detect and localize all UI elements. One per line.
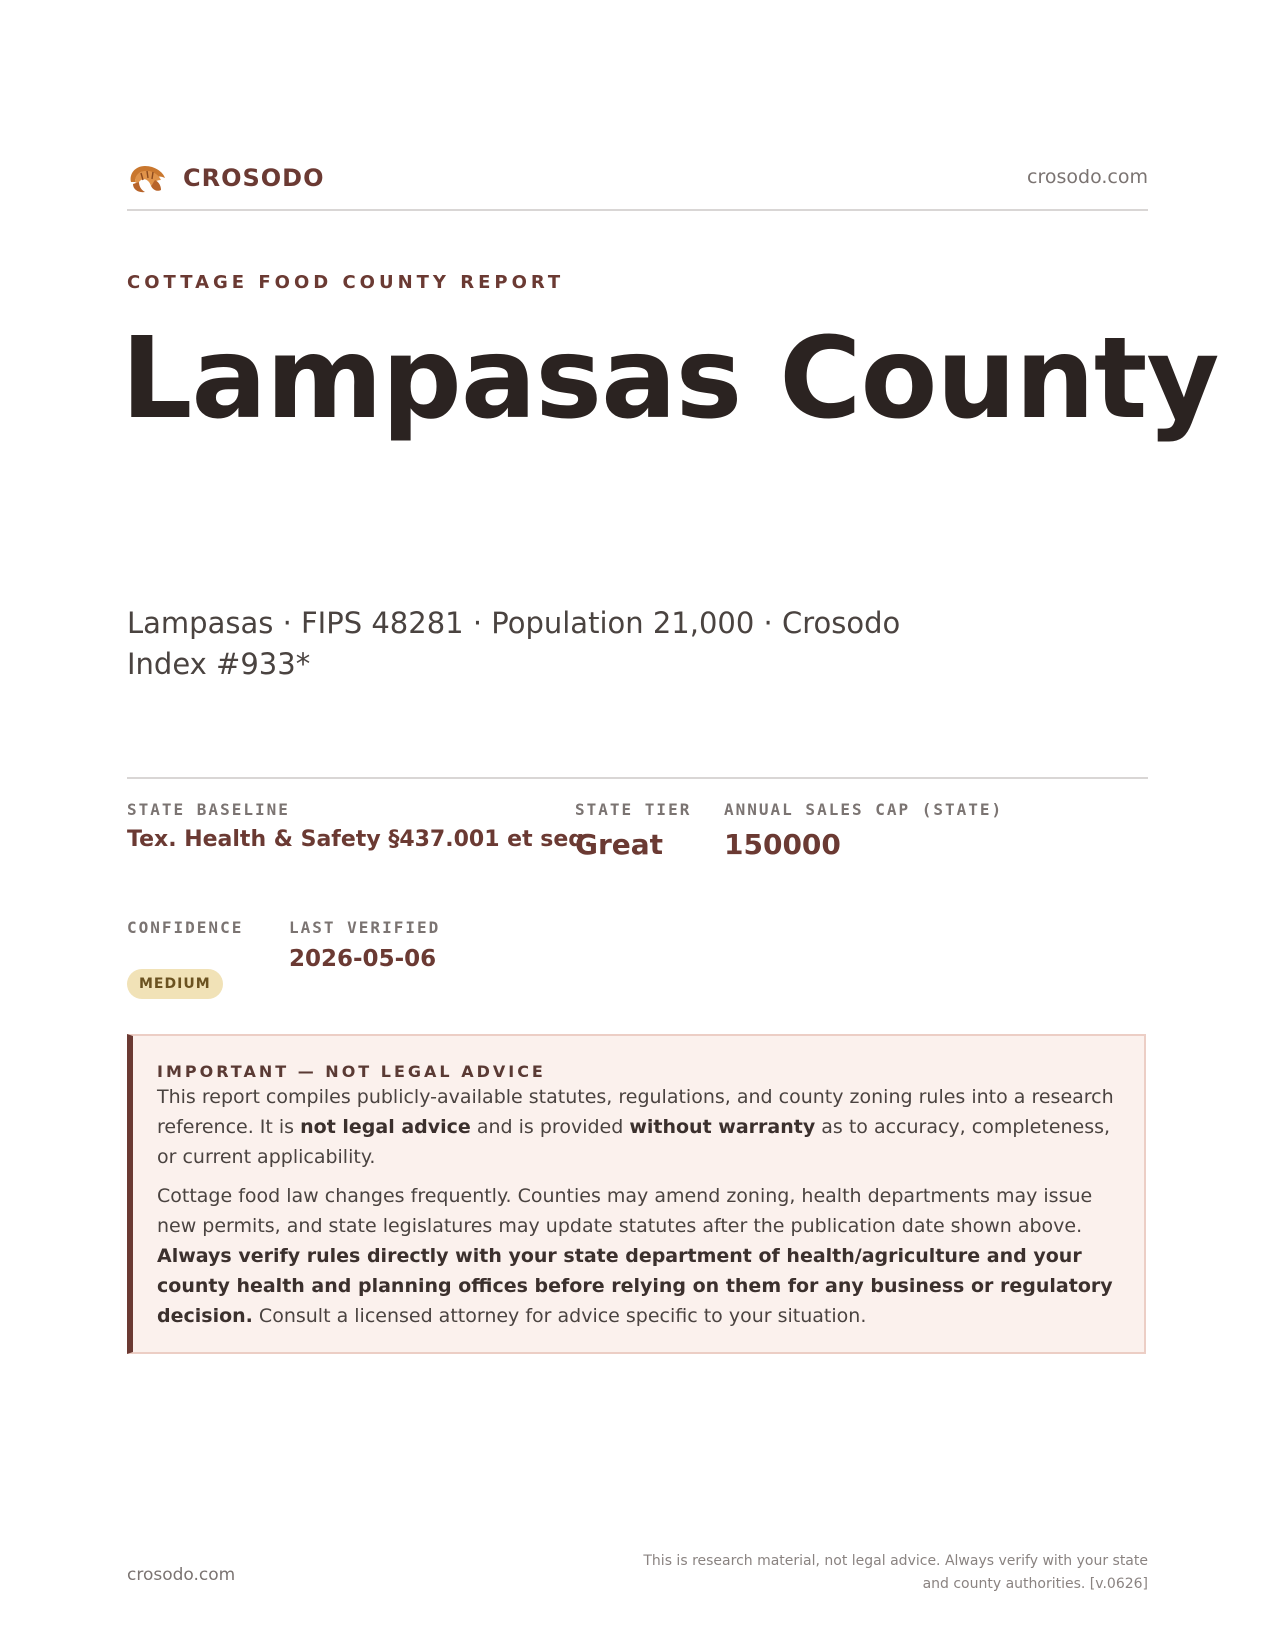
footer-site-link[interactable]: crosodo.com (127, 1565, 236, 1585)
brand-name: CROSODO (183, 164, 325, 192)
legal-notice-paragraph-1: This report compiles publicly-available statutes, regulations, and county zoning rules into a research reference. It is not legal advice and is provided without warranty as to accuracy, completeness, or current applicability. (157, 1086, 1114, 1168)
brand[interactable] (127, 160, 325, 196)
page-title: Lampasas County (121, 314, 1219, 444)
legal-notice-heading: IMPORTANT — NOT LEGAL ADVICE (157, 1062, 546, 1081)
legal-notice (127, 1034, 1146, 1354)
section-divider (127, 777, 1148, 779)
croissant-icon (127, 160, 167, 196)
page-header (127, 160, 1148, 200)
footer-disclaimer (588, 1550, 1148, 1596)
confidence-label: CONFIDENCE (127, 918, 244, 937)
last-verified-label: LAST VERIFIED (289, 918, 441, 937)
state-tier-value: Great (575, 828, 664, 861)
footer-disclaimer-line-2: and county authorities. [v.0626] (922, 1576, 1148, 1592)
last-verified-value: 2026-05-06 (289, 946, 437, 972)
site-link[interactable]: crosodo.com (1027, 166, 1148, 188)
report-page (121, 0, 1219, 1650)
confidence-badge: MEDIUM (127, 969, 223, 999)
footer-disclaimer-line-1: This is research material, not legal advice. Always verify with your state (643, 1553, 1148, 1569)
legal-notice-paragraph-2: Cottage food law changes frequently. Counties may amend zoning, health departments may issue new permits, and state legislatures may update statutes after the publication date shown above. Always verify rules directly with your state department of health/agriculture and your county health and planning offices before relying on them for any business or regulatory decision. Consult a licensed attorney for advice specific to your situation. (157, 1185, 1113, 1327)
report-eyebrow: COTTAGE FOOD COUNTY REPORT (127, 272, 565, 293)
county-summary: Lampasas · FIPS 48281 · Population 21,000 · Crosodo Index #933* (127, 606, 901, 681)
state-baseline-value: Tex. Health & Safety §437.001 et seq. (127, 827, 593, 852)
state-tier-label: STATE TIER (575, 800, 692, 819)
sales-cap-value: 150000 (724, 828, 841, 861)
header-divider (127, 209, 1148, 211)
state-baseline-label: STATE BASELINE (127, 800, 290, 819)
sales-cap-label: ANNUAL SALES CAP (STATE) (724, 800, 1004, 819)
